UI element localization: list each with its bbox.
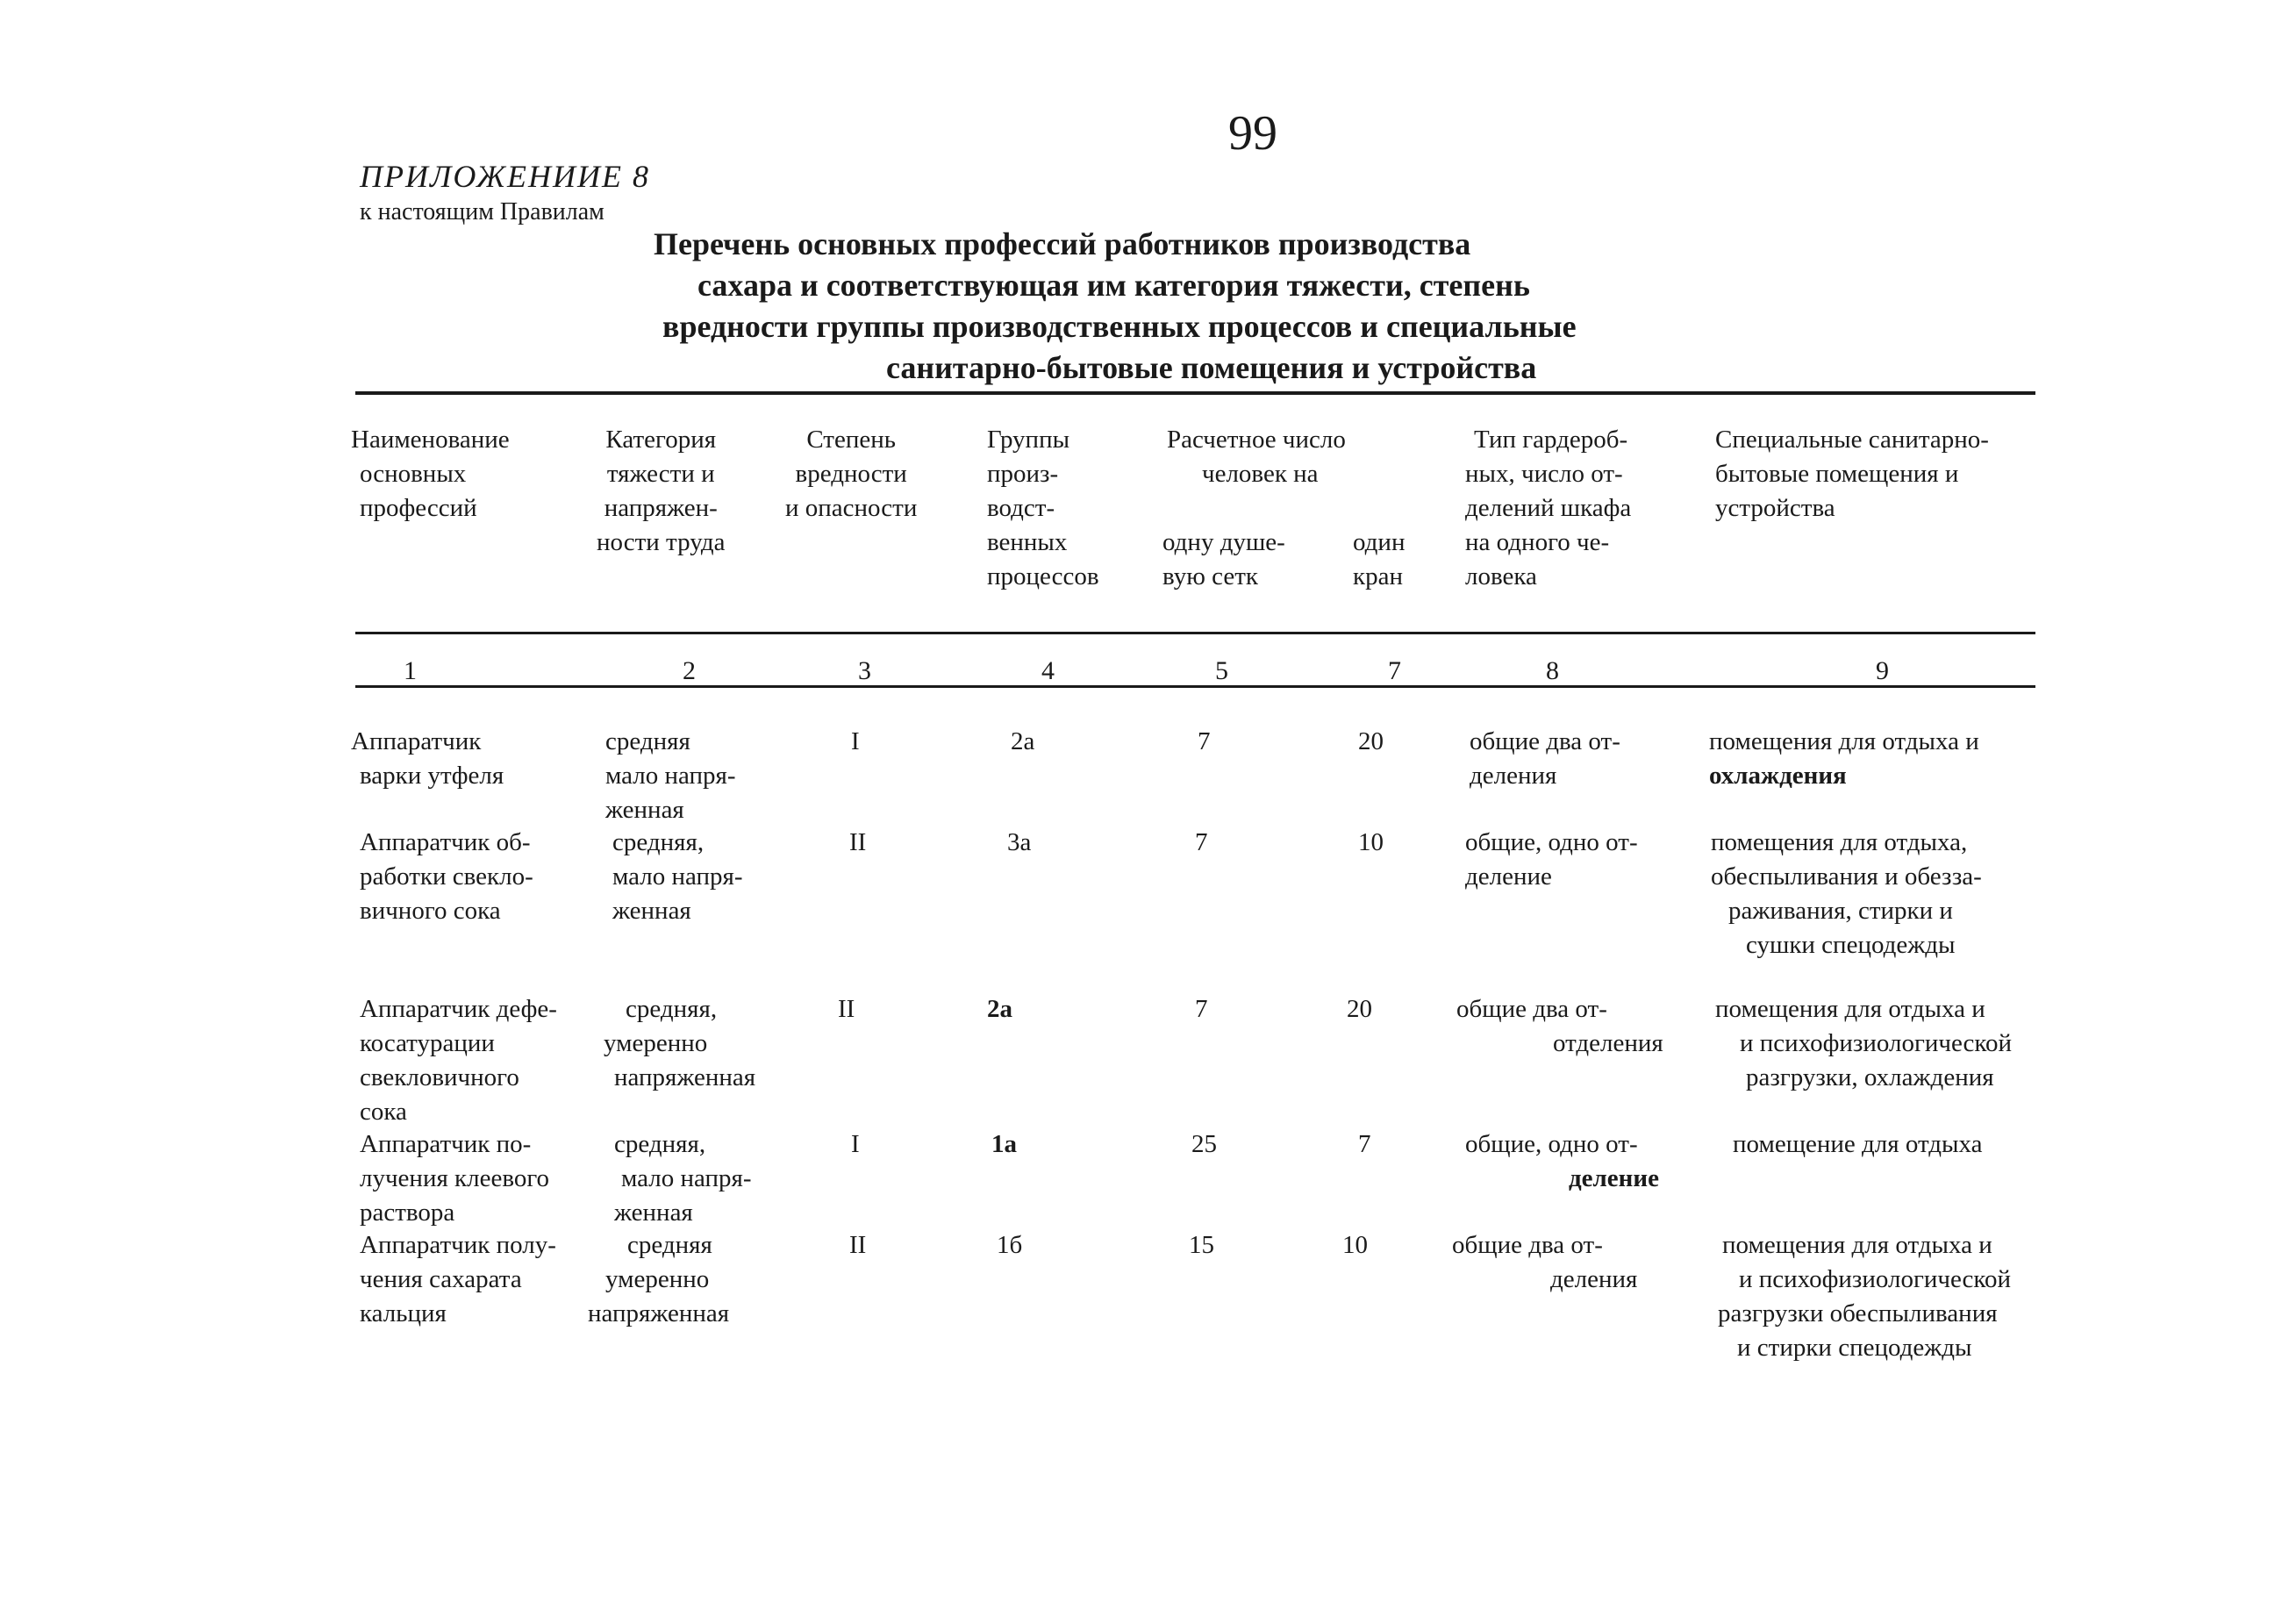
header-category: Категория тяжести и напряжен- ности труда [597, 426, 726, 556]
group-cell: 1б [997, 1231, 1023, 1259]
column-number: 8 [1546, 656, 1559, 685]
column-number: 3 [858, 656, 871, 685]
numbers-bottom-rule [355, 685, 2035, 688]
column-number: 2 [683, 656, 696, 685]
appendix-subtitle: к настоящим Правилам [360, 198, 604, 225]
tap-cell: 7 [1358, 1130, 1371, 1158]
header-shower: одну душе- вую сетк [1162, 528, 1285, 590]
special-cell: помещения для отдыха и охлаждения [1709, 727, 1979, 790]
table-top-rule [355, 391, 2035, 395]
special-cell: помещения для отдыха и и психофизиологической разгрузки, охлаждения [1715, 995, 2013, 1091]
tap-cell: 10 [1342, 1231, 1368, 1259]
header-harm: Степень вредности и опасности [785, 426, 918, 522]
header-group: Группы произ- водст- венных процессов [987, 426, 1099, 590]
harm-cell: II [849, 828, 867, 856]
category-cell: средняя, умеренно напряженная [604, 995, 756, 1091]
shower-cell: 15 [1189, 1231, 1214, 1259]
title-line: санитарно-бытовые помещения и устройства [886, 350, 1537, 385]
tap-cell: 10 [1358, 828, 1384, 856]
category-cell: средняя мало напря- женная [605, 727, 736, 824]
category-cell: средняя, мало напря- женная [614, 1130, 752, 1227]
special-cell: помещения для отдыха, обеспыливания и обезза- раживания, стирки и сушки спецодежды [1711, 828, 1982, 959]
profession-cell: Аппаратчик полу- чения сахарата кальция [360, 1231, 556, 1327]
shower-cell: 25 [1191, 1130, 1217, 1158]
wardrobe-cell: общие два от- деления [1470, 727, 1620, 790]
harm-cell: I [851, 1130, 860, 1158]
profession-cell: Аппаратчик варки утфеля [351, 727, 504, 790]
shower-cell: 7 [1198, 727, 1211, 755]
header-tap: один кран [1353, 528, 1405, 590]
profession-cell: Аппаратчик по- лучения клеевого раствора [360, 1130, 550, 1227]
column-number: 9 [1876, 656, 1889, 685]
wardrobe-cell: общие два от- отделения [1456, 995, 1663, 1057]
harm-cell: I [851, 727, 860, 755]
column-number: 7 [1388, 656, 1401, 685]
wardrobe-cell: общие, одно от- деление [1465, 1130, 1659, 1192]
tap-cell: 20 [1347, 995, 1372, 1023]
tap-cell: 20 [1358, 727, 1384, 755]
title-line: вредности группы производственных процессов и специальные [662, 309, 1577, 344]
profession-cell: Аппаратчик об- работки свекло- вичного сока [360, 828, 533, 925]
column-number: 5 [1215, 656, 1228, 685]
header-calc: Расчетное число человек на [1167, 426, 1346, 488]
shower-cell: 7 [1195, 995, 1208, 1023]
header-wardrobe: Тип гардероб- ных, число от- делений шкафа на одного че- ловека [1465, 426, 1632, 590]
profession-cell: Аппаратчик дефе- косатурации свекловичного сока [360, 995, 557, 1126]
title-line: Перечень основных профессий работников производства [654, 226, 1471, 261]
wardrobe-cell: общие, одно от- деление [1465, 828, 1638, 891]
header-special: Специальные санитарно- бытовые помещения и устройства [1715, 426, 1989, 522]
special-cell: помещение для отдыха [1733, 1130, 1983, 1158]
category-cell: средняя умеренно напряженная [588, 1231, 730, 1327]
category-cell: средняя, мало напря- женная [612, 828, 743, 925]
page-number: 99 [1228, 106, 1277, 161]
shower-cell: 7 [1195, 828, 1208, 856]
header-bottom-rule [355, 632, 2035, 634]
title-line: сахара и соответствующая им категория тяжести, степень [697, 268, 1530, 303]
group-cell: 2а [1011, 727, 1035, 755]
special-cell: помещения для отдыха и и психофизиологической разгрузки обеспыливания и стирки спецодежды [1718, 1231, 2012, 1362]
appendix-title: ПРИЛОЖЕНИИЕ 8 [360, 159, 650, 194]
group-cell: 3а [1007, 828, 1032, 856]
group-cell: 2а [987, 995, 1012, 1023]
harm-cell: II [838, 995, 855, 1023]
column-number: 4 [1041, 656, 1055, 685]
harm-cell: II [849, 1231, 867, 1259]
wardrobe-cell: общие два от- деления [1452, 1231, 1638, 1293]
document-title [614, 224, 1577, 389]
header-profession: Наименование основных профессий [351, 426, 510, 522]
column-number: 1 [404, 656, 417, 685]
group-cell: 1а [991, 1130, 1017, 1158]
